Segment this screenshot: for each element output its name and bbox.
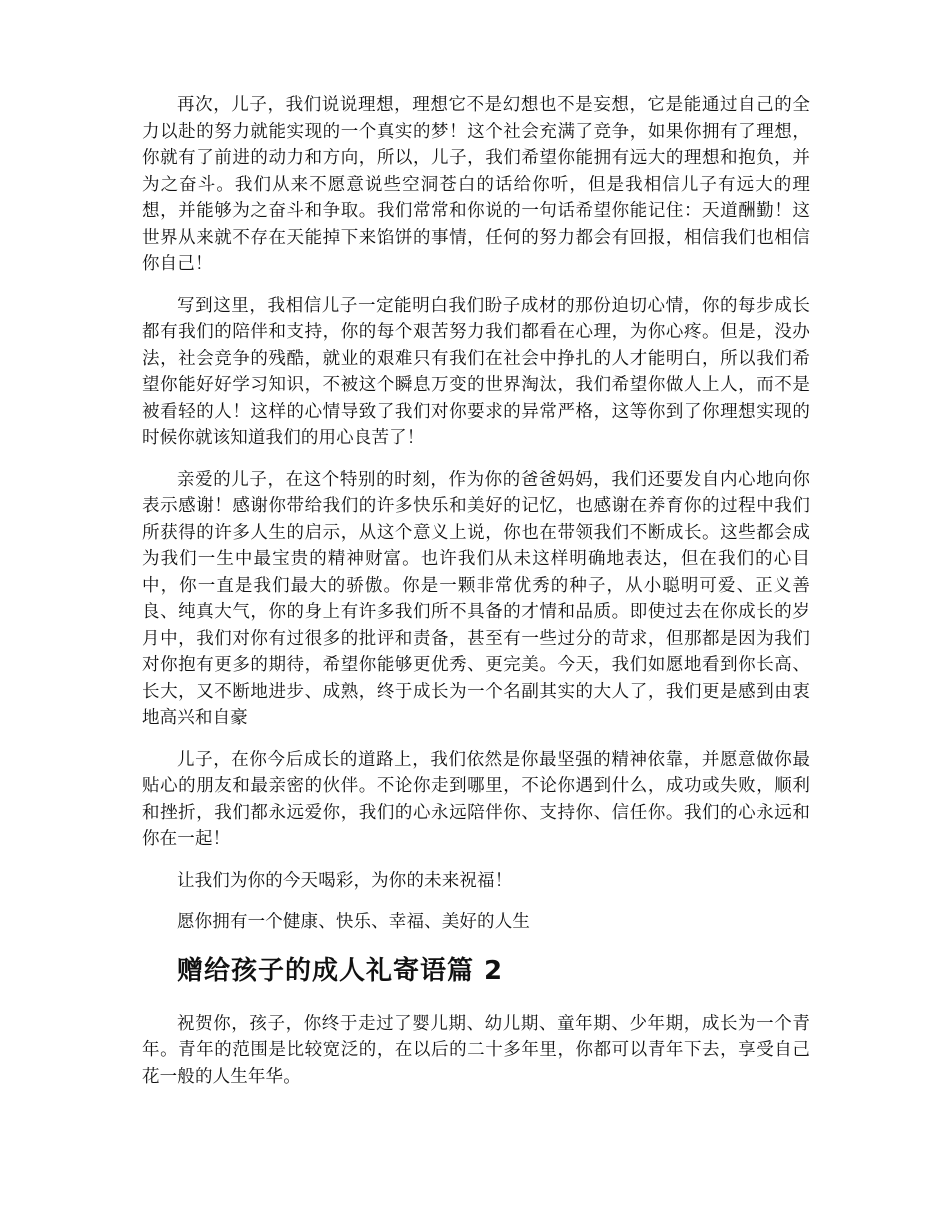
paragraph-congratulations: 祝贺你，孩子，你终于走过了婴儿期、幼儿期、童年期、少年期，成长为一个青年。青年的范围是比较宽泛的，在以后的二十多年里，你都可以青年下去，享受自己花一般的人生年华。 bbox=[142, 1013, 810, 1087]
section-heading: 赠给孩子的成人礼寄语篇 2 bbox=[177, 955, 504, 986]
document-body bbox=[142, 92, 810, 1105]
paragraph-support: 儿子，在你今后成长的道路上，我们依然是你最坚强的精神依靠，并愿意做你最贴心的朋友和最亲密的伙伴。不论你走到哪里，不论你遇到什么，成功或失败，顺利和挫折，我们都永远爱你，我们的心永远陪伴你、支持你、信任你。我们的心永远和你在一起！ bbox=[142, 749, 810, 849]
paragraph-wish: 愿你拥有一个健康、快乐、幸福、美好的人生 bbox=[177, 912, 530, 932]
paragraph-ideals: 再次，儿子，我们说说理想，理想它不是幻想也不是妄想，它是能通过自己的全力以赴的努力就能实现的一个真实的梦！这个社会充满了竞争，如果你拥有了理想，你就有了前进的动力和方向，所以，儿子，我们希望你能拥有远大的理想和抱负，并为之奋斗。我们从来不愿意说些空洞苍白的话给你听，但是我相信儿子有远大的理想，并能够为之奋斗和争取。我们常常和你说的一句话希望你能记住：天道酬勤！这世界从来就不存在天能掉下来馅饼的事情，任何的努力都会有回报，相信我们也相信你自己！ bbox=[142, 95, 810, 274]
paragraph-expectations: 写到这里，我相信儿子一定能明白我们盼子成材的那份迫切心情，你的每步成长都有我们的陪伴和支持，你的每个艰苦努力我们都看在心理，为你心疼。但是，没办法，社会竞争的残酷，就业的艰难只有我们在社会中挣扎的人才能明白，所以我们希望你能好好学习知识，不被这个瞬息万变的世界淘汰，我们希望你做人上人，而不是被看轻的人！这样的心情导致了我们对你要求的异常严格，这等你到了你理想实现的时候你就该知道我们的用心良苦了！ bbox=[142, 295, 810, 448]
paragraph-cheer: 让我们为你的今天喝彩，为你的未来祝福！ bbox=[177, 870, 513, 891]
paragraph-gratitude: 亲爱的儿子，在这个特别的时刻，作为你的爸爸妈妈，我们还要发自内心地向你表示感谢！感谢你带给我们的许多快乐和美好的记忆，也感谢在养育你的过程中我们所获得的许多人生的启示，从这个意义上说，你也在带领我们不断成长。这些都会成为我们一生中最宝贵的精神财富。也许我们从未这样明确地表达，但在我们的心目中，你一直是我们最大的骄傲。你是一颗非常优秀的种子，从小聪明可爱、正义善良、纯真大气，你的身上有许多我们所不具备的才情和品质。即使过去在你成长的岁月中，我们对你有过很多的批评和责备，甚至有一些过分的苛求，但那都是因为我们对你抱有更多的期待，希望你能够更优秀、更完美。今天，我们如愿地看到你长高、长大，又不断地进步、成熟，终于成长为一个名副其实的大人了，我们更是感到由衷地高兴和自豪 bbox=[142, 469, 810, 728]
